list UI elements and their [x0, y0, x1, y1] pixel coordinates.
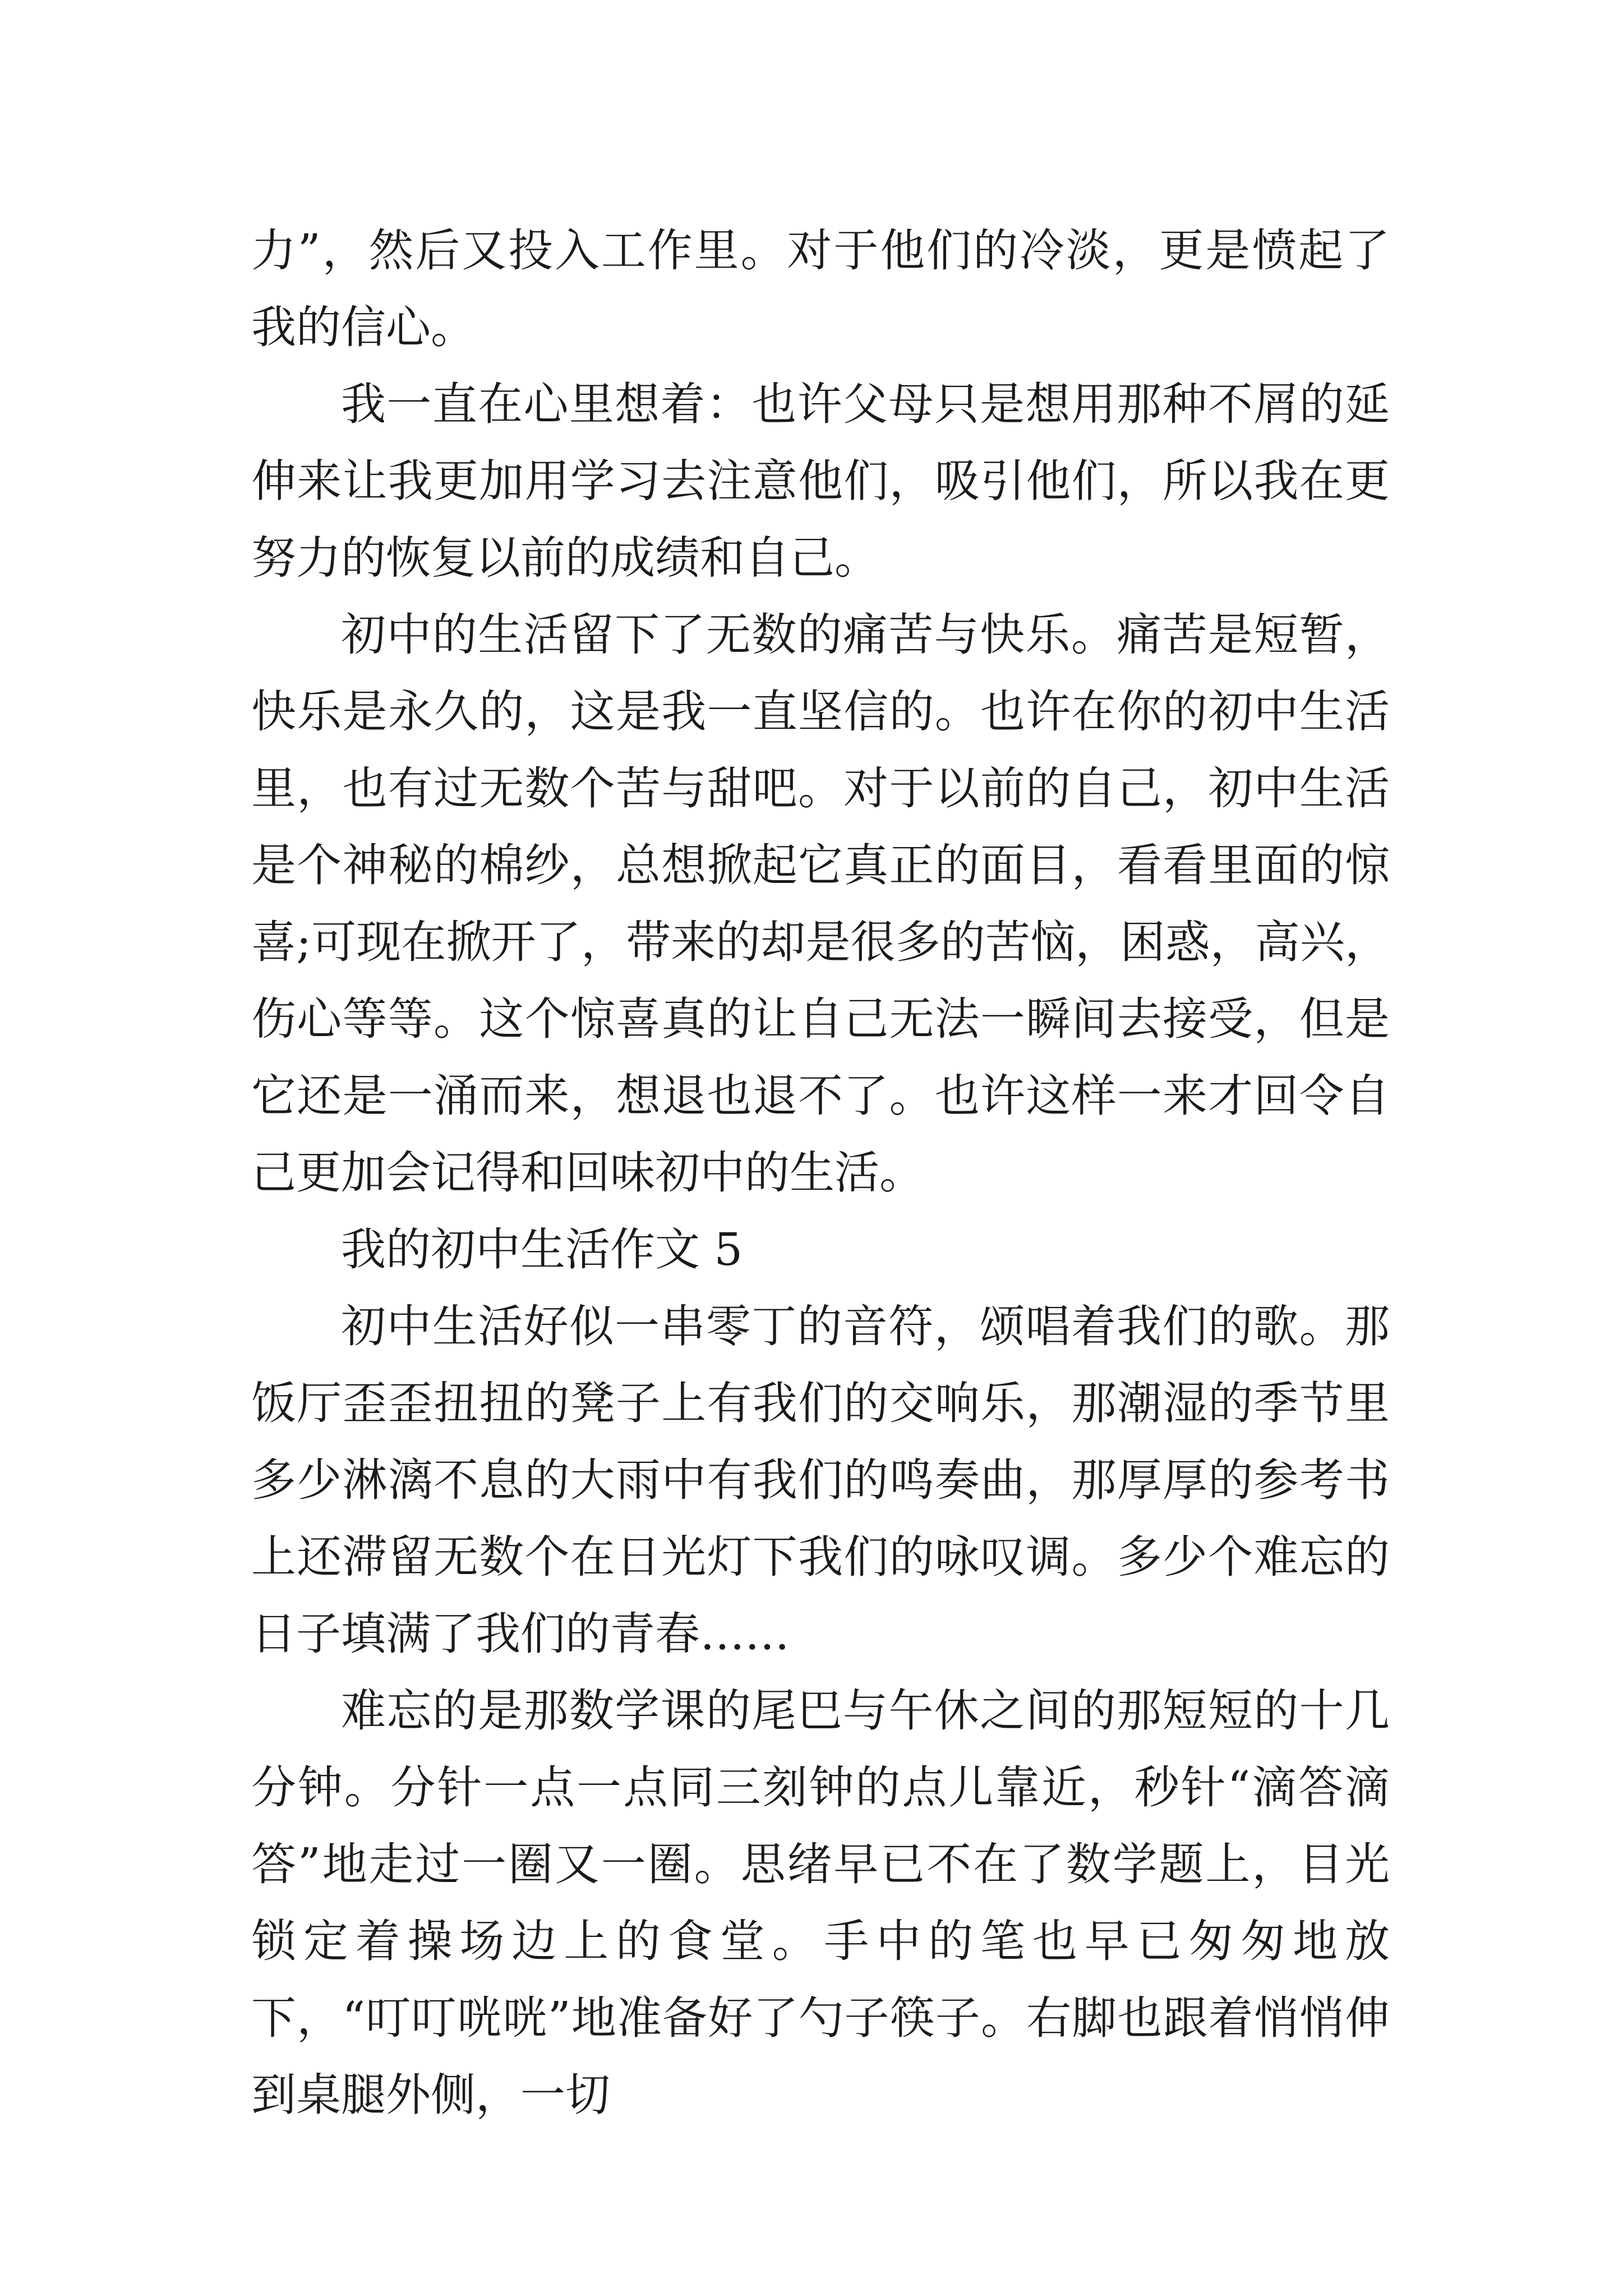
paragraph-3: 初中的生活留下了无数的痛苦与快乐。痛苦是短暂，快乐是永久的，这是我一直坚信的。也许在你的初中生活里，也有过无数个苦与甜吧。对于以前的自己，初中生活是个神秘的棉纱，总想掀起它真正的面目，看看里面的惊喜;可现在掀开了，带来的却是很多的苦恼，困惑，高兴，伤心等等。这个惊喜真的让自己无法一瞬间去接受，但是它还是一涌而来，想退也退不了。也许这样一来才回令自己更加会记得和回味初中的生活。	[251, 609, 1390, 1199]
document-body	[251, 212, 1390, 2133]
paragraph-4: 初中生活好似一串零丁的音符，颂唱着我们的歌。那饭厅歪歪扭扭的凳子上有我们的交响乐，那潮湿的季节里多少淋漓不息的大雨中有我们的鸣奏曲，那厚厚的参考书上还滞留无数个在日光灯下我们的咏叹调。多少个难忘的日子填满了我们的青春……	[251, 1300, 1390, 1660]
section-heading: 我的初中生活作文 5	[341, 1223, 743, 1276]
paragraph-2: 我一直在心里想着：也许父母只是想用那种不屑的延伸来让我更加用学习去注意他们，吸引他们，所以我在更努力的恢复以前的成绩和自己。	[251, 378, 1390, 584]
paragraph-1: 力”，然后又投入工作里。对于他们的冷淡，更是愤起了我的信心。	[251, 224, 1390, 353]
paragraph-5: 难忘的是那数学课的尾巴与午休之间的那短短的十几分钟。分针一点一点同三刻钟的点儿靠近，秒针“滴答滴答”地走过一圈又一圈。思绪早已不在了数学题上，目光锁定着操场边上的食堂。手中的笔也早已匆匆地放下，“叮叮咣咣”地准备好了勺子筷子。右脚也跟着悄悄伸到桌腿外侧，一切	[251, 1685, 1390, 2121]
